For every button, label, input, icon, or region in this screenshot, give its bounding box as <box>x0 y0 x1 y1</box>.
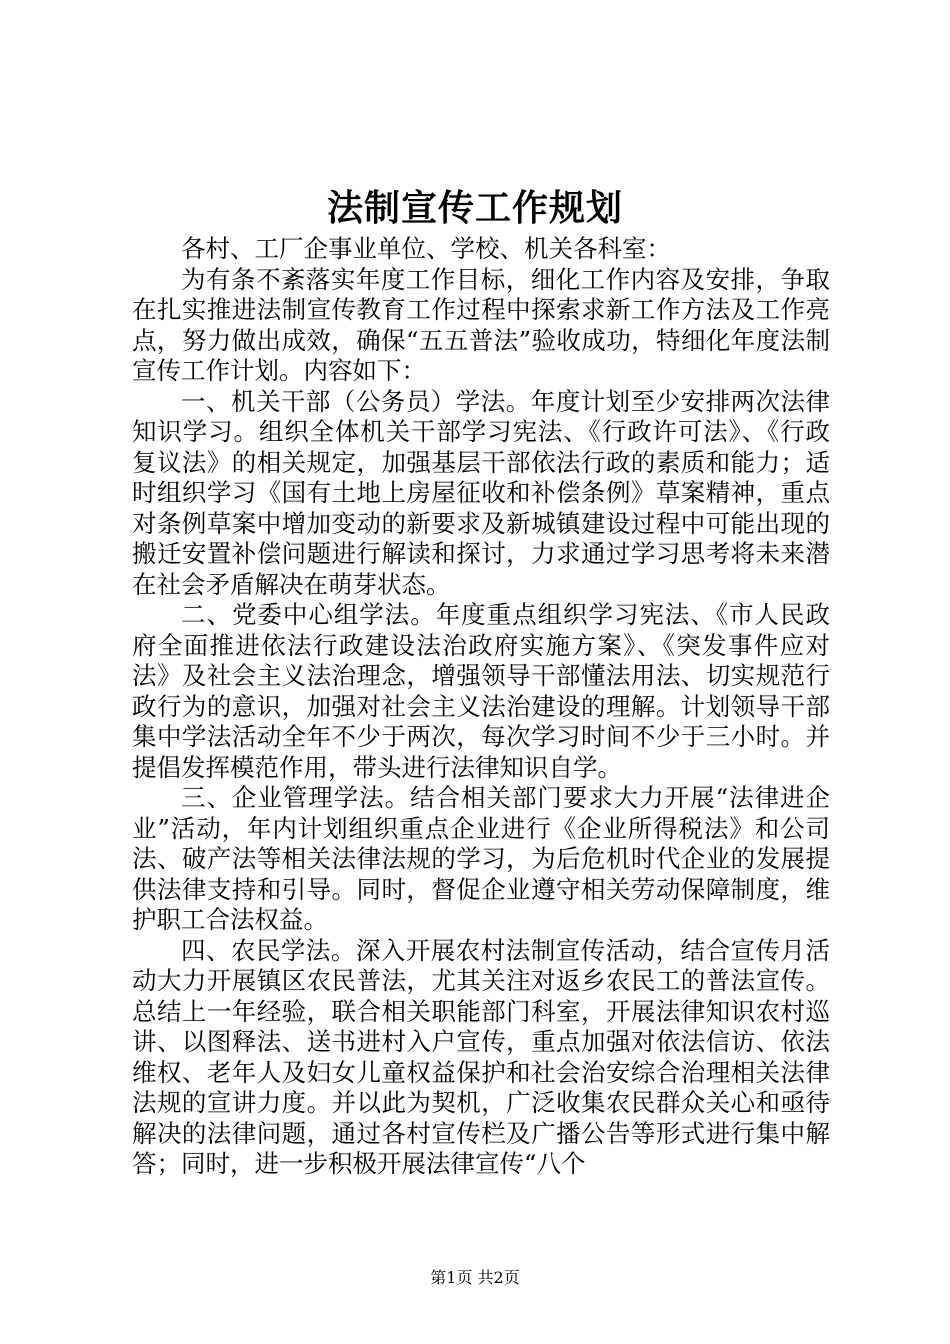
document-body <box>132 234 830 1180</box>
page-footer: 第1页 共2页 <box>430 1268 520 1287</box>
salutation: 各村、工厂企事业单位、学校、机关各科室： <box>181 234 671 263</box>
paragraph-section-1: 一、机关干部（公务员）学法。年度计划至少安排两次法律知识学习。组织全体机关干部学习宪法、《行政许可法》、《行政复议法》的相关规定，加强基层干部依法行政的素质和能力；适时组织学习《国有土地上房屋征收和补偿条例》草案精神，重点对条例草案中增加变动的新要求及新城镇建设过程中可能出现的搬迁安置补偿问题进行解读和探讨，力求通过学习思考将未来潜在社会矛盾解决在萌芽状态。 <box>132 386 830 599</box>
paragraph-section-2: 二、党委中心组学法。年度重点组织学习宪法、《市人民政府全面推进依法行政建设法治政府实施方案》、《突发事件应对法》及社会主义法治理念，增强领导干部懂法用法、切实规范行政行为的意识，加强对社会主义法治建设的理解。计划领导干部集中学法活动全年不少于两次，每次学习时间不少于三小时。并提倡发挥模范作用，带头进行法律知识自学。 <box>132 600 830 782</box>
paragraph-section-3: 三、企业管理学法。结合相关部门要求大力开展“法律进企业”活动，年内计划组织重点企业进行《企业所得税法》和公司法、破产法等相关法律法规的学习，为后危机时代企业的发展提供法律支持和引导。同时，督促企业遵守相关劳动保障制度，维护职工合法权益。 <box>132 783 830 934</box>
paragraph-section-4: 四、农民学法。深入开展农村法制宣传活动，结合宣传月活动大力开展镇区农民普法，尤其关注对返乡农民工的普法宣传。总结上一年经验，联合相关职能部门科室，开展法律知识农村巡讲、以图释法、送书进村入户宣传，重点加强对依法信访、依法维权、老年人及妇女儿童权益保护和社会治安综合治理相关法律法规的宣讲力度。并以此为契机，广泛收集农民群众关心和亟待解决的法律问题，通过各村宣传栏及广播公告等形式进行集中解答；同时，进一步积极开展法律宣传“八个 <box>132 935 830 1178</box>
document-title: 法制宣传工作规划 <box>326 187 623 229</box>
paragraph-intro: 为有条不紊落实年度工作目标，细化工作内容及安排，争取在扎实推进法制宣传教育工作过程中探索求新工作方法及工作亮点，努力做出成效，确保“五五普法”验收成功，特细化年度法制宣传工作计划。内容如下： <box>132 264 830 385</box>
